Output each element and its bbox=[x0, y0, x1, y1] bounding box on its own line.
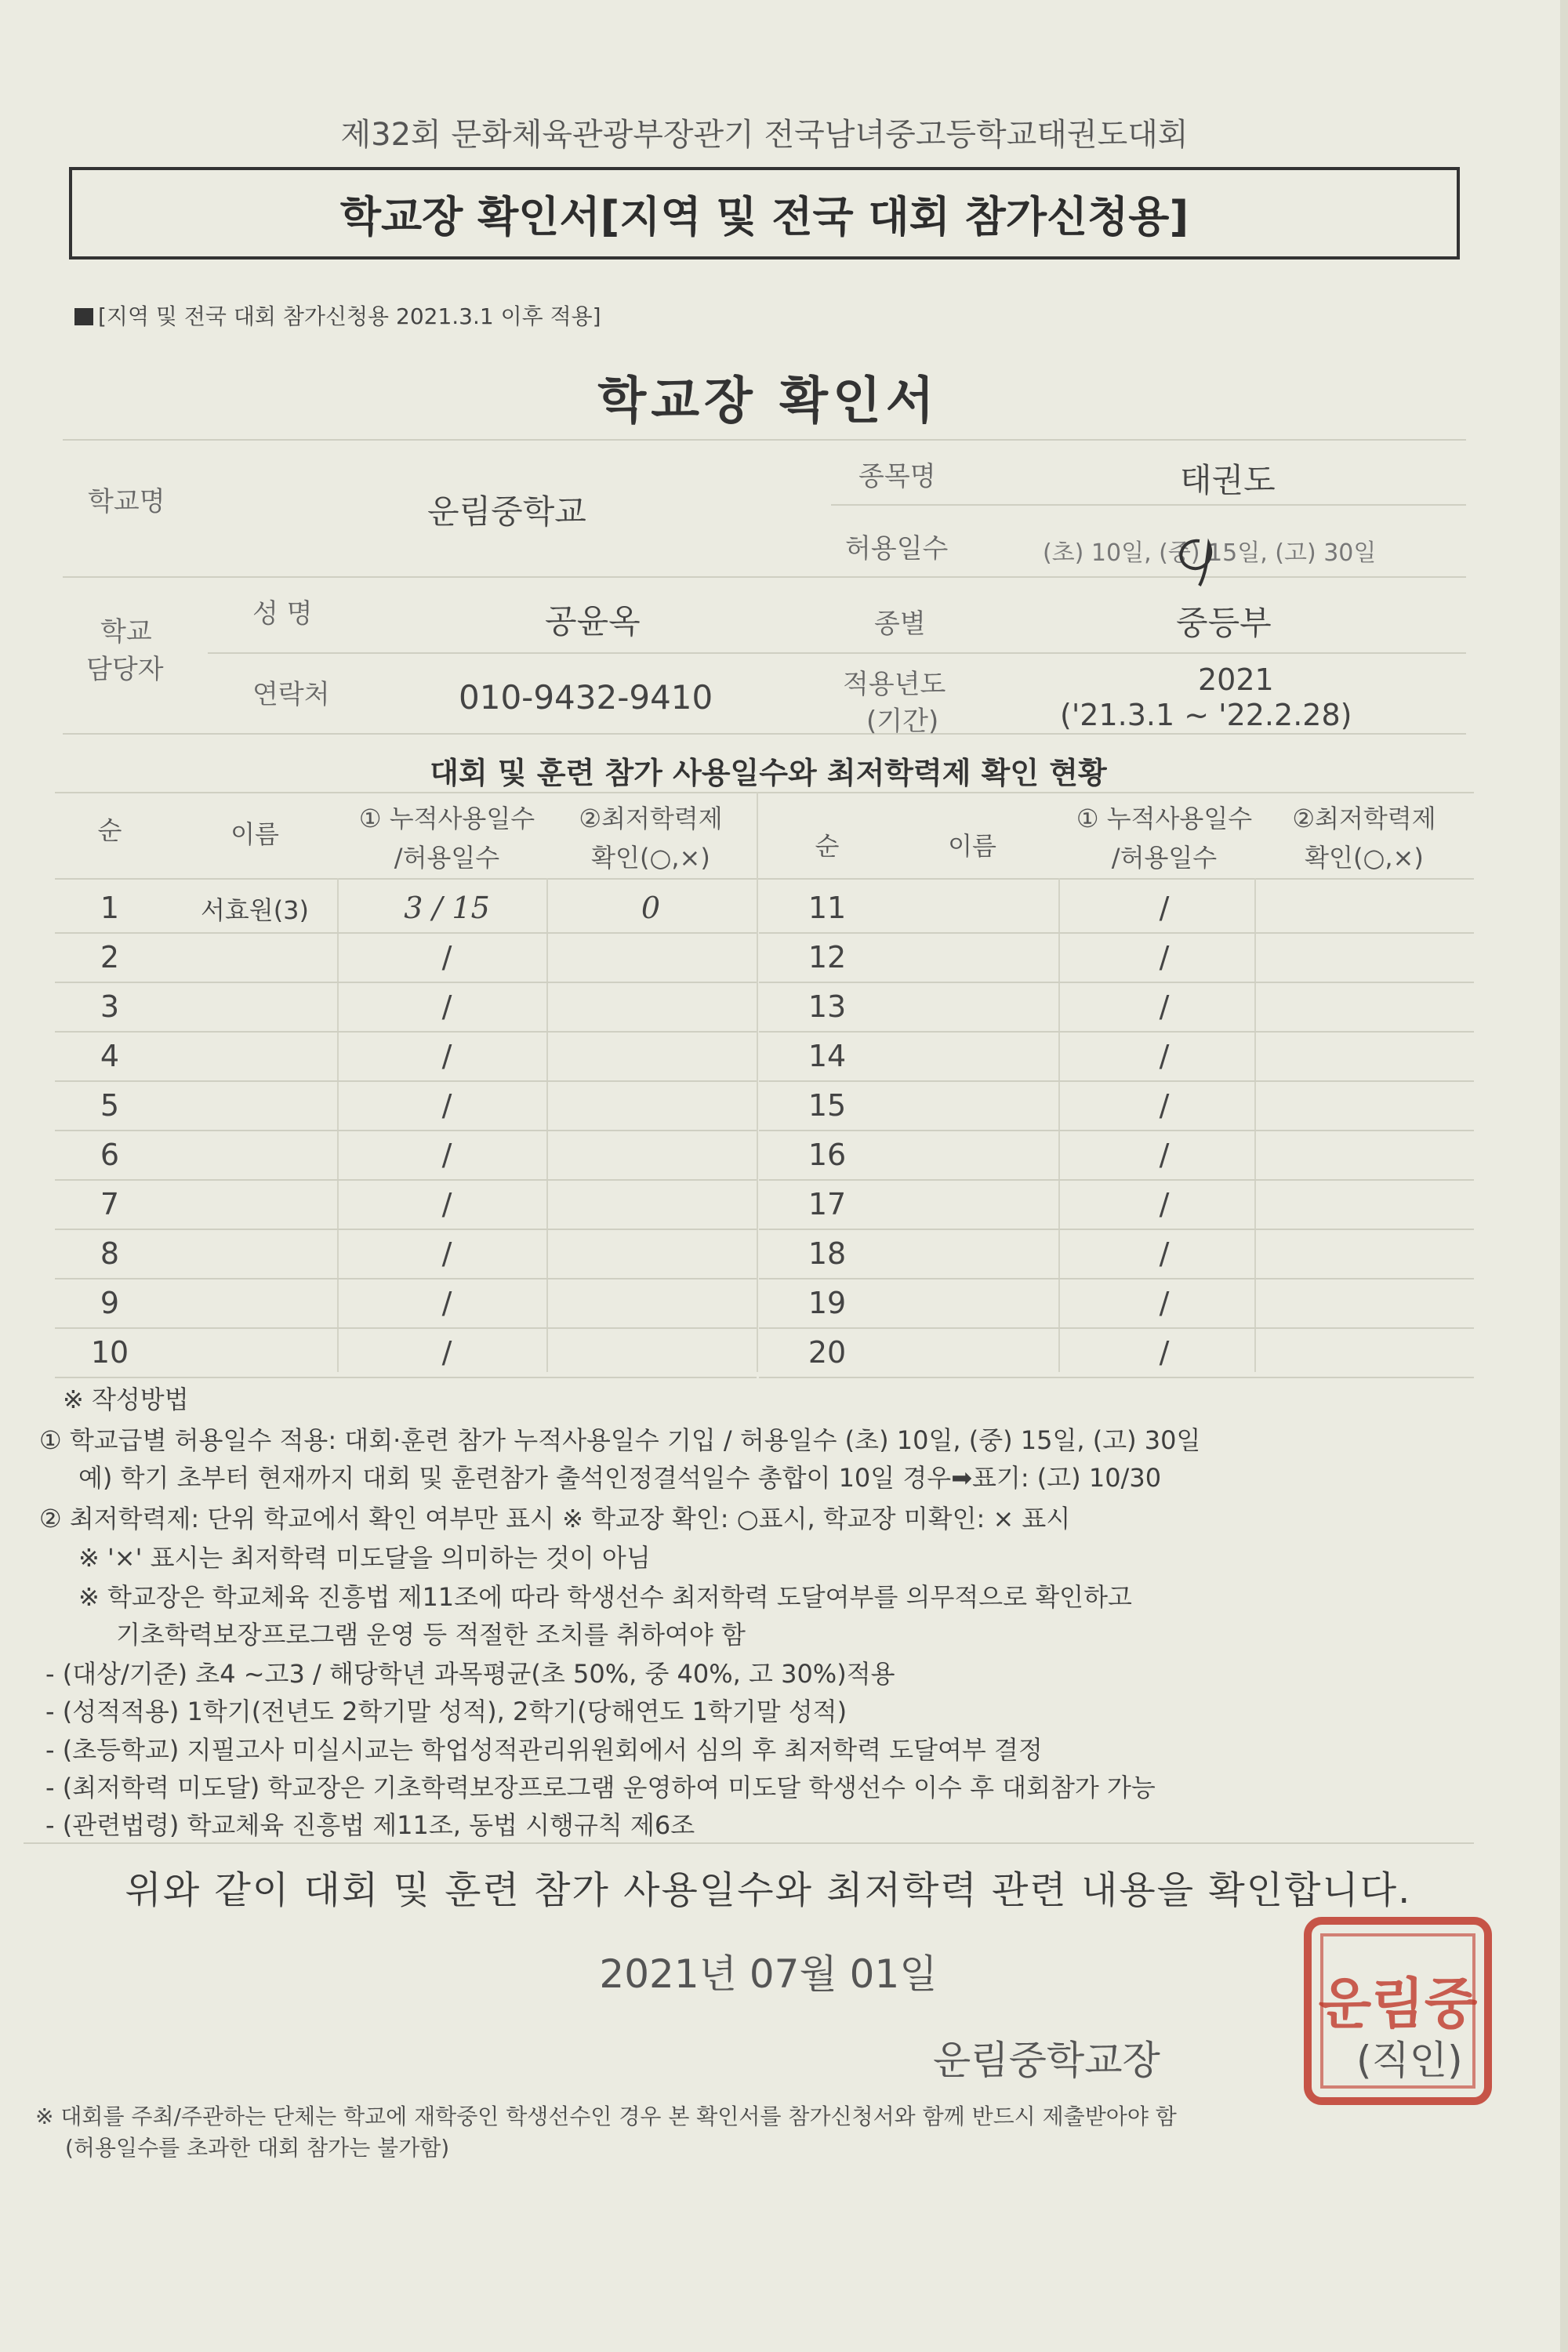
row-divider bbox=[55, 1031, 757, 1033]
table-col-line bbox=[1058, 878, 1060, 1372]
event-title: 제32회 문화체육관광부장관기 전국남녀중고등학교태권도대회 bbox=[340, 117, 1189, 153]
header-days-1: ① 누적사용일수 bbox=[1076, 804, 1253, 833]
form-title-box bbox=[69, 167, 1460, 260]
cell-no: 11 bbox=[808, 891, 847, 925]
section-title: 대회 및 훈련 참가 사용일수와 최저학력제 확인 현황 bbox=[430, 756, 1107, 790]
cell-days: / bbox=[1159, 1335, 1170, 1370]
contact: 010-9432-9410 bbox=[459, 678, 713, 717]
cell-days: / bbox=[1159, 1187, 1170, 1221]
principal-title: 운림중학교장 bbox=[933, 2038, 1160, 2083]
sport-label: 종목명 bbox=[858, 461, 936, 492]
footnote-line-1: ※ 대회를 주최/주관하는 단체는 학교에 재학중인 학생선수인 경우 본 확인서를 참가신청서와 함께 반드시 제출받아야 함 bbox=[35, 2103, 1177, 2129]
row-divider bbox=[759, 1278, 1474, 1279]
row-divider bbox=[759, 1229, 1474, 1230]
cell-days: / bbox=[441, 1187, 452, 1221]
method-line: - (최저학력 미도달) 학교장은 기초학력보장프로그램 운영하여 미도달 학생선수 이수 후 대회참가 가능 bbox=[45, 1773, 1156, 1802]
cell-no: 12 bbox=[808, 940, 847, 975]
square-bullet-icon bbox=[74, 308, 93, 325]
divider bbox=[831, 504, 1466, 506]
table-center-line bbox=[757, 792, 758, 1372]
row-divider bbox=[55, 1229, 757, 1230]
divider bbox=[24, 1842, 1474, 1844]
method-line: - (대상/기준) 초4 ~고3 / 해당학년 과목평균(초 50%, 중 40%, 고 30%)적용 bbox=[45, 1659, 895, 1689]
method-line: ② 최저학력제: 단위 학교에서 확인 여부만 표시 ※ 학교장 확인: ○표시, 학교장 미확인: × 표시 bbox=[39, 1504, 1071, 1534]
divider bbox=[63, 733, 1466, 735]
method-line: 기초학력보장프로그램 운영 등 적절한 조치를 취하여야 함 bbox=[116, 1620, 746, 1650]
row-divider bbox=[759, 1080, 1474, 1082]
cell-no: 16 bbox=[808, 1138, 847, 1172]
row-divider bbox=[55, 1130, 757, 1131]
seal-text: 운림중 bbox=[1318, 1971, 1478, 2036]
header-min-1: ②최저학력제 bbox=[579, 804, 723, 833]
manager-label-2: 담당자 bbox=[86, 654, 164, 685]
cell-no: 9 bbox=[100, 1286, 120, 1320]
row-divider bbox=[55, 982, 757, 983]
cell-days: / bbox=[1159, 891, 1170, 925]
method-line: ① 학교급별 허용일수 적용: 대회·훈련 참가 누적사용일수 기입 / 허용일수 (초) 10일, (중) 15일, (고) 30일 bbox=[39, 1425, 1201, 1455]
cell-no: 3 bbox=[100, 989, 120, 1024]
cell-days: / bbox=[1159, 1138, 1170, 1172]
cell-no: 7 bbox=[100, 1187, 120, 1221]
row-divider bbox=[759, 1327, 1474, 1329]
row-divider bbox=[55, 1327, 757, 1329]
cell-days: / bbox=[441, 1138, 452, 1172]
handwritten-circle-mark bbox=[1168, 527, 1231, 590]
cell-days: / bbox=[441, 1335, 452, 1370]
row-divider bbox=[759, 1179, 1474, 1181]
divider bbox=[63, 439, 1466, 441]
cell-days: / bbox=[1159, 989, 1170, 1024]
division: 중등부 bbox=[1176, 604, 1272, 642]
cell-no: 13 bbox=[808, 989, 847, 1024]
allowed-days: (초) 10일, (중) 15일, (고) 30일 bbox=[1043, 539, 1377, 567]
cell-no: 19 bbox=[808, 1286, 847, 1320]
header-no: 순 bbox=[97, 815, 122, 845]
method-line: ※ '×' 표시는 최저학력 미도달을 의미하는 것이 아님 bbox=[78, 1543, 651, 1573]
cell-days: / bbox=[441, 989, 452, 1024]
cell-no: 6 bbox=[100, 1138, 120, 1172]
table-header-line bbox=[55, 878, 1474, 880]
cell-days: / bbox=[441, 1088, 452, 1123]
cell-days: / bbox=[441, 1236, 452, 1271]
header-name: 이름 bbox=[230, 819, 279, 849]
form-title: 학교장 확인서[지역 및 전국 대회 참가신청용] bbox=[339, 191, 1189, 241]
year-label-1: 적용년도 bbox=[843, 669, 946, 700]
header-no: 순 bbox=[815, 831, 840, 861]
row-divider bbox=[759, 1377, 1474, 1378]
row-divider bbox=[759, 982, 1474, 983]
header-min-2: 확인(○,×) bbox=[591, 843, 710, 873]
cell-no: 8 bbox=[100, 1236, 120, 1271]
cell-days: / bbox=[1159, 1039, 1170, 1073]
cell-no: 15 bbox=[808, 1088, 847, 1123]
name-label: 성 명 bbox=[252, 598, 313, 630]
header-days-2: /허용일수 bbox=[1111, 843, 1218, 873]
method-heading: ※ 작성방법 bbox=[63, 1385, 189, 1414]
divider bbox=[63, 576, 1466, 578]
row-divider bbox=[55, 932, 757, 934]
period: ('21.3.1 ~ '22.2.28) bbox=[1060, 698, 1352, 732]
cell-days: / bbox=[441, 1039, 452, 1073]
manager-name: 공윤옥 bbox=[545, 602, 641, 641]
header-min-1: ②최저학력제 bbox=[1292, 804, 1436, 833]
cell-no: 10 bbox=[90, 1335, 129, 1370]
header-name: 이름 bbox=[948, 831, 996, 861]
row-divider bbox=[759, 932, 1474, 934]
footnote bbox=[35, 2101, 1177, 2164]
school-name-label: 학교명 bbox=[88, 486, 165, 517]
divider bbox=[208, 652, 1466, 654]
cell-name: 서효원(3) bbox=[200, 895, 310, 925]
table-top-line bbox=[55, 792, 1474, 793]
application-note bbox=[74, 299, 601, 331]
header-days-2: /허용일수 bbox=[394, 843, 500, 873]
cell-days: / bbox=[441, 940, 452, 975]
cell-days: / bbox=[1159, 1088, 1170, 1123]
row-divider bbox=[55, 1179, 757, 1181]
manager-label-1: 학교 bbox=[100, 616, 152, 648]
seal-label: (직인) bbox=[1356, 2038, 1463, 2083]
cell-days: / bbox=[441, 1286, 452, 1320]
row-divider bbox=[55, 1377, 757, 1378]
footnote-line-2: (허용일수를 초과한 대회 참가는 불가함) bbox=[65, 2135, 450, 2161]
cell-no: 18 bbox=[808, 1236, 847, 1271]
cell-no: 14 bbox=[808, 1039, 847, 1073]
allowed-days-label: 허용일수 bbox=[845, 533, 949, 564]
cell-no: 5 bbox=[100, 1088, 120, 1123]
year-label-2: (기간) bbox=[866, 706, 939, 737]
method-line: - (관련법령) 학교체육 진흥법 제11조, 동법 시행규칙 제6조 bbox=[45, 1810, 695, 1840]
method-line: - (성적적용) 1학기(전년도 2학기말 성적), 2학기(당해연도 1학기말 성적) bbox=[45, 1697, 848, 1726]
row-divider bbox=[759, 1031, 1474, 1033]
cell-days: / bbox=[1159, 1236, 1170, 1271]
contact-label: 연락처 bbox=[252, 679, 330, 710]
cell-days: 3 / 15 bbox=[404, 891, 490, 925]
row-divider bbox=[759, 1130, 1474, 1131]
cell-no: 4 bbox=[100, 1039, 120, 1073]
year: 2021 bbox=[1198, 662, 1274, 697]
row-divider bbox=[55, 1080, 757, 1082]
cell-no: 2 bbox=[100, 940, 120, 975]
application-note-text: [지역 및 전국 대회 참가신청용 2021.3.1 이후 적용] bbox=[98, 303, 601, 329]
cell-check: 0 bbox=[641, 891, 661, 925]
division-label: 종별 bbox=[874, 608, 926, 640]
cell-days: / bbox=[1159, 940, 1170, 975]
sport: 태권도 bbox=[1180, 461, 1276, 499]
method-line: - (초등학교) 지필고사 미실시교는 학업성적관리위원회에서 심의 후 최저학력 도달여부 결정 bbox=[45, 1735, 1043, 1765]
issue-date: 2021년 07월 01일 bbox=[599, 1951, 938, 1997]
method-line: 예) 학기 초부터 현재까지 대회 및 훈련참가 출석인정결석일수 총합이 10일 경우➡표기: (고) 10/30 bbox=[78, 1463, 1162, 1493]
header-min-2: 확인(○,×) bbox=[1305, 843, 1424, 873]
cell-no: 17 bbox=[808, 1187, 847, 1221]
cell-days: / bbox=[1159, 1286, 1170, 1320]
table-col-line bbox=[337, 878, 339, 1372]
cell-no: 20 bbox=[808, 1335, 847, 1370]
row-divider bbox=[55, 1278, 757, 1279]
school-name: 운림중학교 bbox=[427, 492, 586, 531]
header-days-1: ① 누적사용일수 bbox=[358, 804, 535, 833]
document-title: 학교장 확인서 bbox=[597, 372, 939, 430]
confirmation-text: 위와 같이 대회 및 훈련 참가 사용일수와 최저학력 관련 내용을 확인합니다. bbox=[125, 1868, 1412, 1912]
cell-no: 1 bbox=[100, 891, 120, 925]
method-line: ※ 학교장은 학교체육 진흥법 제11조에 따라 학생선수 최저학력 도달여부를 의무적으로 확인하고 bbox=[78, 1582, 1132, 1612]
